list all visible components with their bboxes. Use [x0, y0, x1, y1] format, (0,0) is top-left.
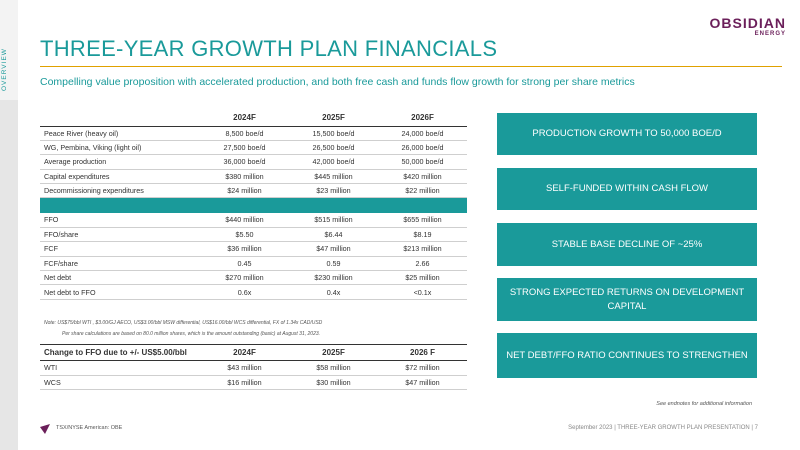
logo-mark-icon [40, 424, 50, 434]
cell-value: $515 million [289, 213, 378, 227]
table-header-cell: Change to FFO due to +/- US$5.00/bbl [40, 345, 200, 361]
note-line: Note: US$75/bbl WTI , $3.00/GJ AECO, US$3.00/bbl MSW differential, US$16.00/bbl WCS differential, FX of 1.34x CAD/USD [44, 320, 323, 326]
separator-cell [40, 198, 467, 213]
cell-value: $213 million [378, 242, 467, 256]
cell-value: $22 million [378, 184, 467, 198]
cell-value: 26,500 boe/d [289, 140, 378, 154]
side-label: OVERVIEW [1, 48, 8, 92]
table-row [40, 256, 467, 270]
highlight-box-returns: STRONG EXPECTED RETURNS ON DEVELOPMENT CAPITAL [497, 278, 757, 321]
cell-value: $8.19 [378, 227, 467, 241]
cell-value: 0.6x [200, 285, 289, 299]
cell-value: 42,000 boe/d [289, 155, 378, 169]
cell-value: $655 million [378, 213, 467, 227]
row-label: Decommissioning expenditures [40, 184, 200, 198]
cell-value: $36 million [200, 242, 289, 256]
cell-value: 36,000 boe/d [200, 155, 289, 169]
table-row [40, 213, 467, 227]
row-label: Net debt to FFO [40, 285, 200, 299]
highlight-box-self-funded: SELF-FUNDED WITHIN CASH FLOW [497, 168, 757, 210]
highlight-box-net-debt: NET DEBT/FFO RATIO CONTINUES TO STRENGTHEN [497, 333, 757, 378]
cell-value: $5.50 [200, 227, 289, 241]
cell-value: 2.66 [378, 256, 467, 270]
cell-value: $270 million [200, 271, 289, 285]
cell-value: $72 million [378, 361, 467, 376]
cell-value: $47 million [289, 242, 378, 256]
table-row [40, 227, 467, 241]
cell-value: $6.44 [289, 227, 378, 241]
table-header-cell: 2024F [200, 345, 289, 361]
table-row [40, 140, 467, 154]
row-label: FFO/share [40, 227, 200, 241]
row-label: WTI [40, 361, 200, 376]
cell-value: 50,000 boe/d [378, 155, 467, 169]
table-row [40, 126, 467, 140]
cell-value: $47 million [378, 375, 467, 390]
cell-value: <0.1x [378, 285, 467, 299]
slide-title: THREE-YEAR GROWTH PLAN FINANCIALS [40, 36, 498, 61]
row-label: FCF/share [40, 256, 200, 270]
table-header-cell: 2026 F [378, 345, 467, 361]
cell-value: 24,000 boe/d [378, 126, 467, 140]
cell-value: $23 million [289, 184, 378, 198]
cell-value: $25 million [378, 271, 467, 285]
row-label: WCS [40, 375, 200, 390]
table-header-cell [40, 110, 200, 126]
cell-value: $16 million [200, 375, 289, 390]
note-line: Per share calculations are based on 80.0 million shares, which is the amount outstanding (basic) at August 31, 2023. [62, 331, 321, 337]
table-row [40, 375, 467, 390]
table-separator-row [40, 198, 467, 213]
logo-sub-text: ENERGY [754, 31, 786, 37]
title-divider [40, 66, 782, 67]
row-label: FCF [40, 242, 200, 256]
table-header-cell: 2026F [411, 113, 434, 123]
cell-value: $24 million [200, 184, 289, 198]
table-header-row [40, 345, 467, 361]
table-row [40, 155, 467, 169]
cell-value: 15,500 boe/d [289, 126, 378, 140]
table-row [40, 361, 467, 376]
table-row [40, 271, 467, 285]
table-header-cell: 2025F [322, 113, 345, 123]
table-header-cell: 2024F [233, 113, 256, 123]
row-label: WG, Pembina, Viking (light oil) [40, 140, 200, 154]
table-row [40, 242, 467, 256]
footer [0, 420, 800, 450]
cell-value: $420 million [378, 169, 467, 183]
logo-main-text: OBSIDIAN [709, 15, 786, 31]
table-row [40, 169, 467, 183]
footer-page-info: September 2023 | THREE-YEAR GROWTH PLAN PRESENTATION | 7 [568, 425, 758, 431]
endnote-reference: See endnotes for additional information [656, 401, 752, 407]
row-label: Net debt [40, 271, 200, 285]
cell-value: $445 million [289, 169, 378, 183]
ffo-sensitivity-table [40, 344, 467, 390]
cell-value: 0.59 [289, 256, 378, 270]
row-label: Peace River (heavy oil) [40, 126, 200, 140]
side-accent [0, 100, 18, 450]
table-header-cell: 2025F [289, 345, 378, 361]
cell-value: $58 million [289, 361, 378, 376]
highlight-box-decline: STABLE BASE DECLINE OF ~25% [497, 223, 757, 266]
cell-value: 8,500 boe/d [200, 126, 289, 140]
cell-value: 0.4x [289, 285, 378, 299]
table-row [40, 184, 467, 198]
table-note [44, 318, 322, 340]
row-label: Capital expenditures [40, 169, 200, 183]
row-label: FFO [40, 213, 200, 227]
highlight-box-production: PRODUCTION GROWTH TO 50,000 BOE/D [497, 113, 757, 155]
slide-subtitle: Compelling value proposition with accelerated production, and both free cash and funds flow growth for strong per share metrics [40, 76, 635, 88]
table-row [40, 285, 467, 299]
cell-value: 27,500 boe/d [200, 140, 289, 154]
cell-value: $230 million [289, 271, 378, 285]
financials-table [40, 110, 467, 300]
company-logo [710, 16, 786, 38]
cell-value: 26,000 boe/d [378, 140, 467, 154]
row-label: Average production [40, 155, 200, 169]
table-header-row [40, 110, 467, 126]
cell-value: $440 million [200, 213, 289, 227]
cell-value: $43 million [200, 361, 289, 376]
cell-value: $380 million [200, 169, 289, 183]
cell-value: 0.45 [200, 256, 289, 270]
cell-value: $30 million [289, 375, 378, 390]
exchange-listing: TSX/NYSE American: OBE [56, 425, 123, 431]
